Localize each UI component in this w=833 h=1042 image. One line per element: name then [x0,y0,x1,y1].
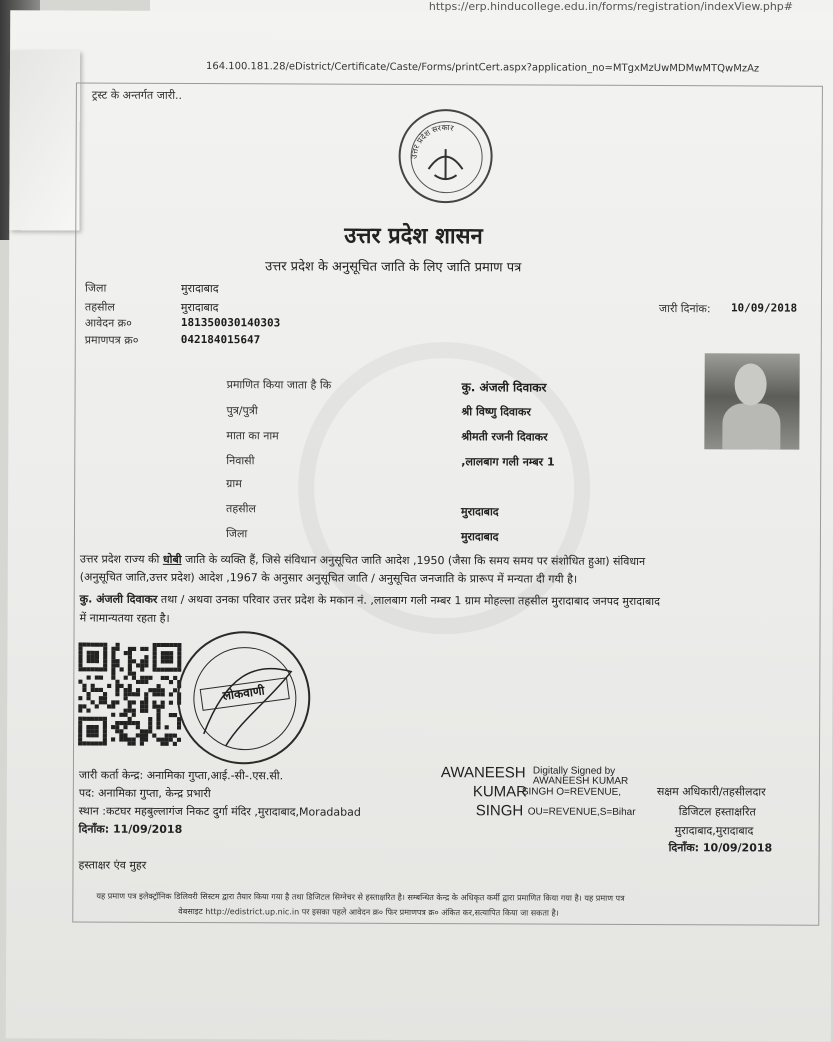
page-title: उत्तर प्रदेश शासन [344,222,483,250]
paragraph-line-1-post: जाति के व्यक्ति हैं, जिसे संविधान अनुसूचित जाति आदेश ,1950 (जैसा कि समय समय पर संशोधित हुआ) संविधान [181,552,646,568]
paragraph-applicant-name: कु. अंजली दिवाकर [79,592,158,606]
authority-date: दिनाँक: 10/09/2018 [668,841,773,855]
applicant-name: कु. अंजली दिवाकर [461,380,547,395]
sign-seal-label: हस्ताक्षर एंव मुहर [78,858,147,872]
signature-info-1: Digitally Signed by [532,765,616,777]
address-value: ,लालबाग गली नम्बर 1 [461,455,555,469]
resident-label: निवासी [226,454,255,468]
applicant-photo [704,353,799,449]
detail-district-value: मुरादाबाद [460,530,499,544]
signature-info-3: SINGH O=REVENUE, [521,786,622,798]
authority-signature: डिजिटल हस्ताक्षरित [678,805,756,819]
issuer-date: दिनाँक: 11/09/2018 [78,822,183,836]
certificate-paper [6,10,833,1042]
issue-date: 10/09/2018 [730,301,798,315]
paragraph-line-1-pre: उत्तर प्रदेश राज्य की [79,552,163,566]
village-label: ग्राम [226,477,242,491]
certify-label: प्रमाणित किया जाता है कि [226,378,332,392]
print-url: 164.100.181.28/eDistrict/Certificate/Caste/Forms/printCert.aspx?application_no=MTgxMzUwMDMwMTQwMzAz [205,61,760,75]
district-value: मुरादाबाद [181,281,219,296]
certificate-no: 042184015647 [180,332,261,347]
application-no: 181350030140303 [180,315,281,330]
emblem-text: उत्तर प्रदेश सरकार [409,123,455,160]
mother-name: श्रीमती रजनी दिवाकर [461,430,548,444]
detail-tehsil-value: मुरादाबाद [461,505,499,519]
signature-info-2: AWANEESH KUMAR [532,775,629,787]
tehsil-value: मुरादाबाद [180,300,219,315]
certificate-no-label: प्रमाणपत्र क्र० [84,333,139,347]
authority-place: मुरादाबाद,मुरादाबाद [674,824,754,838]
watermark-emblem [298,341,591,634]
certificate-subtitle: उत्तर प्रदेश के अनुसूचित जाति के लिए जाति प्रमाण पत्र [265,259,522,276]
tehsil-label: तहसील [84,300,115,314]
authority-title: सक्षम अधिकारी/तहसीलदार [656,785,766,799]
paragraph-line-3 [80,592,660,610]
svg-text:उत्तर प्रदेश सरकार [410,123,455,159]
issuer-center: जारी कर्ता केन्द्र: अनामिका गुप्ता,आई.-सी-.एस.सी. [78,768,284,783]
paragraph-line-4: में नामान्यतया रहता है। [79,611,170,625]
signer-name-3: SINGH [475,802,524,820]
detail-tehsil-label: तहसील [226,502,256,516]
official-round-seal [169,623,319,773]
paragraph-line-2: (अनुसूचित जाति,उत्तर प्रदेश) आदेश ,1967 के अनुसार अनुसूचित जाति / अनुसूचित जनजाति के प्रारूप में मन्यता दी गयी है। [79,570,578,586]
qr-code [78,643,181,746]
father-name: श्री विष्णु दिवाकर [461,405,531,419]
district-label: जिला [85,281,107,295]
issuer-place: स्थान :कटघर महबुल्लागंज निकट दुर्गा मंदिर ,मुरादाबाद,Moradabad [78,804,361,819]
signer-name-1: AWANEESH [440,764,526,782]
paper-fold [9,50,80,230]
footer-line-2: वेबसाइट http://edistrict.up.nic.in पर इसका पहले आवेदन क्र० फिर प्रमाणपत्र क्र० अंकित कर,सत्यापित किया जा सकता है। [178,906,559,918]
mother-label: माता का नाम [226,429,279,443]
detail-district-label: जिला [225,527,248,541]
application-no-label: आवेदन क्र० [84,316,132,330]
seal-text: लोकवाणी [221,683,266,703]
top-note: ट्रस्ट के अन्तर्गत जारी.. [91,88,183,102]
issuer-designation: पद: अनामिका गुप्ता, केन्द्र प्रभारी [78,786,211,801]
caste-name: धोबी [162,552,182,566]
footer-line-1: यह प्रमाण पत्र इलेक्ट्रॉनिक डिलिवरी सिस्टम द्वारा तैयार किया गया है तथा डिजिटल सिग्नेचर से हस्ताक्षरित है। सम्बन्धित केन्द्र के अधिकृत कर्मी द्वारा प्रमाणित किया गया है। यह प्रमाण पत्र [96,891,625,903]
signer-name-2: KUMAR [472,783,528,801]
browser-url: https://erp.hinducollege.edu.in/forms/registration/indexView.php# [428,0,793,13]
issue-date-label: जारी दिनांक: [658,302,711,316]
paragraph-line-1 [80,552,645,569]
paragraph-line-3-rest: तथा / अथवा उनका परिवार उत्तर प्रदेश के मकान नं. ,लालबाग गली नम्बर 1 ग्राम मोहल्ला तहसील मुरादाबाद जनपद मुरादाबाद [157,592,660,609]
parent-label: पुत्र/पुत्री [226,404,258,418]
signature-info-4: OU=REVENUE,S=Bihar [527,806,636,818]
up-government-emblem [398,109,492,203]
